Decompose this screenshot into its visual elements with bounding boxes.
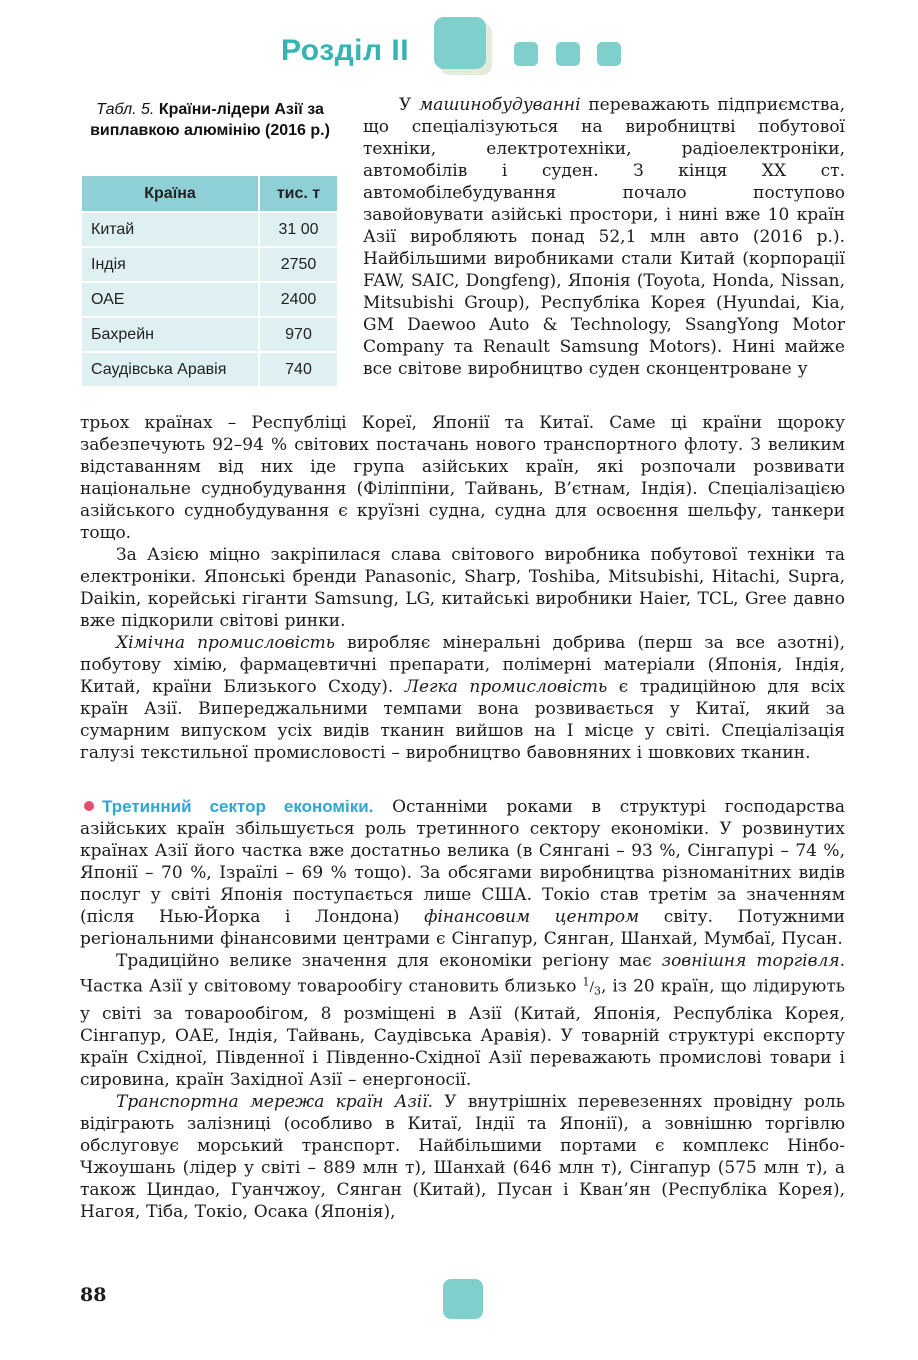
text-run: , із 20 країн, що лідирують у світі за товарообігом, 8 розміщені в Азії (Китай, Японія, Республіка Корея, Сінгапур, ОАЕ, Індія, Тайвань, Саудівська Аравія). У товарній структурі експорту країн Східної, Південної і Південно-Східної Азії переважають промислові товари і сировина, країн Західної Азії – енергоносії. (80, 976, 846, 1090)
text-run: Традиційно велике значення для економіки регіону має (116, 951, 662, 971)
trade-paragraph (80, 950, 845, 1091)
tertiary-paragraph (80, 796, 845, 950)
country-cell: Бахрейн (81, 317, 259, 352)
transport-paragraph (80, 1091, 845, 1223)
fraction-denominator: 3 (593, 984, 601, 998)
value-cell: 2750 (259, 247, 338, 282)
tertiary-section (80, 796, 845, 1223)
text-run: У (399, 95, 420, 115)
text-run: Останніми роками в структурі господарства азійських країн збільшується роль третинного сектору економіки. У розвинутих країнах Азії його частка вже достатньо велика (в Сянгані – 93 %, Сінгапурі – 74 %, Японії – 70 %, Ізраїлі – 69 % тощо). За обсягами виробництва різноманітних видів послуг у світі Японія поступається лише США. Токіо став третім за значенням (після Нью-Йорка і Лондона) (80, 797, 845, 927)
fraction-numerator: 1 (582, 976, 590, 989)
country-cell: ОАЕ (81, 282, 259, 317)
column-header-country: Країна (81, 175, 259, 212)
decor-square-footer (443, 1279, 483, 1319)
text-run: . Частка Азії у світовому товарообігу становить близько (80, 951, 845, 997)
term-chemical: Хімічна промисловість (116, 633, 336, 653)
text-run: є традиційною для всіх країн Азії. Випереджальними темпами вона розвивається у Китаї, який за сумарним випуском усіх видів тканин вийшов на I місце у світі. Спеціалізація галузі текстильної промисловості – виробництво бавовняних і шовкових тканин. (80, 677, 846, 763)
text-run: . У внутрішніх перевезеннях провідну роль відіграють залізниці (особливо в Китаї, Індії та Японії), а зовнішню торгівлю обслуговує морський транспорт. Найбільшими портами є комплекс Нінбо-Чжоушань (лідер у світі – 889 млн т), Шанхай (646 млн т), Сінгапур (575 млн т), а також Циндао, Гуанчжоу, Сянган (Китай), Пусан і Кван’ян (Республіка Корея), Нагоя, Тіба, Токіо, Осака (Японія), (80, 1091, 845, 1222)
page-number: 88 (80, 1284, 107, 1306)
text-run: переважають підприємства, що спеціалізуються на виробництві побутової техніки, електротехніки, радіоелектроніки, автомобілів і суден. З кінця XX ст. автомобілебудування почало поступово завойовувати азійські простори, і нині вже 10 країн Азії виробляють понад 52,1 млн авто (2016 р.). Найбільшими виробниками стали Китай (корпорації FAW, SAIC, Dongfeng), Японія (Toyota, Honda, Nissan, Mitsubishi Group), Республіка Корея (Hyundai, Kia, GM Daewoo Auto & Technology, SsangYong Motor Company та Renault Samsung Motors). Нині майже все світове виробництво суден сконцентроване у (363, 95, 845, 379)
machinery-paragraph (363, 94, 845, 380)
table-row (81, 212, 338, 247)
table-caption (80, 99, 340, 141)
term-machinery: машинобудуванні (419, 95, 581, 115)
country-cell: Індія (81, 247, 259, 282)
table-row (81, 247, 338, 282)
value-cell: 2400 (259, 282, 338, 317)
term-financial-center: фінансовим центром (424, 907, 640, 927)
table-row (81, 282, 338, 317)
text-run: виробляє мінеральні добрива (перш за все азотні), побутову хімію, фармацевтичні препарати, полімерні матеріали (Японія, Індія, Китай, країни Близького Сходу). (80, 633, 845, 697)
column-header-value: тис. т (259, 175, 338, 212)
section-heading: Третинний сектор економіки. (102, 797, 374, 816)
table-title: Країни-лідери Азії за виплавкою алюмінію (2016 р.) (90, 101, 330, 139)
shipbuilding-paragraph: трьох країнах – Республіці Кореї, Японії та Китаї. Саме ці країни щороку забезпечують 92–94 % світових постачань нового транспортного флоту. З великим відставанням від них іде група азійських країн, які розпочали розвивати національне суднобудування (Філіппіни, Тайвань, В’єтнам, Індія). Спеціалізацією азійського суднобудування є круїзні судна, судна для освоєння шельфу, танкери тощо. (80, 413, 845, 543)
country-cell: Китай (81, 212, 259, 247)
value-cell: 31 00 (259, 212, 338, 247)
term-transport-network: Транспортна мережа країн Азії (116, 1091, 428, 1112)
decor-square-small (556, 42, 580, 66)
value-cell: 970 (259, 317, 338, 352)
fraction: $^1/_3$ (582, 976, 601, 998)
text-run: світу. Потужними регіональними фінансовими центрами є Сінгапур, Сянган, Шанхай, Мумбаї, Пусан. (80, 907, 845, 949)
section-title: Розділ II (281, 34, 410, 67)
term-foreign-trade: зовнішня торгівля (661, 951, 840, 971)
aluminium-table (80, 174, 339, 388)
main-text (80, 412, 845, 764)
intro-paragraph (363, 94, 845, 380)
table-row (81, 352, 338, 387)
term-light-industry: Легка промисловість (404, 677, 608, 697)
value-cell: 740 (259, 352, 338, 387)
chemical-light-paragraph (80, 632, 845, 764)
table-number: Табл. 5. (96, 101, 155, 118)
decor-square-large (434, 17, 486, 69)
country-cell: Саудівська Аравія (81, 352, 259, 387)
bullet-icon (84, 801, 94, 811)
electronics-paragraph: За Азією міцно закріпилася слава світового виробника побутової техніки та електроніки. Японські бренди Panasonic, Sharp, Toshiba, Mitsubishi, Hitachi, Supra, Daikin, корейські гіганти Samsung, LG, китайські виробники Haier, TCL, Gree давно вже підкорили світові ринки. (80, 545, 845, 631)
decor-square-small (597, 42, 621, 66)
decor-square-small (514, 42, 538, 66)
table-header-row (81, 175, 338, 212)
table-row (81, 317, 338, 352)
